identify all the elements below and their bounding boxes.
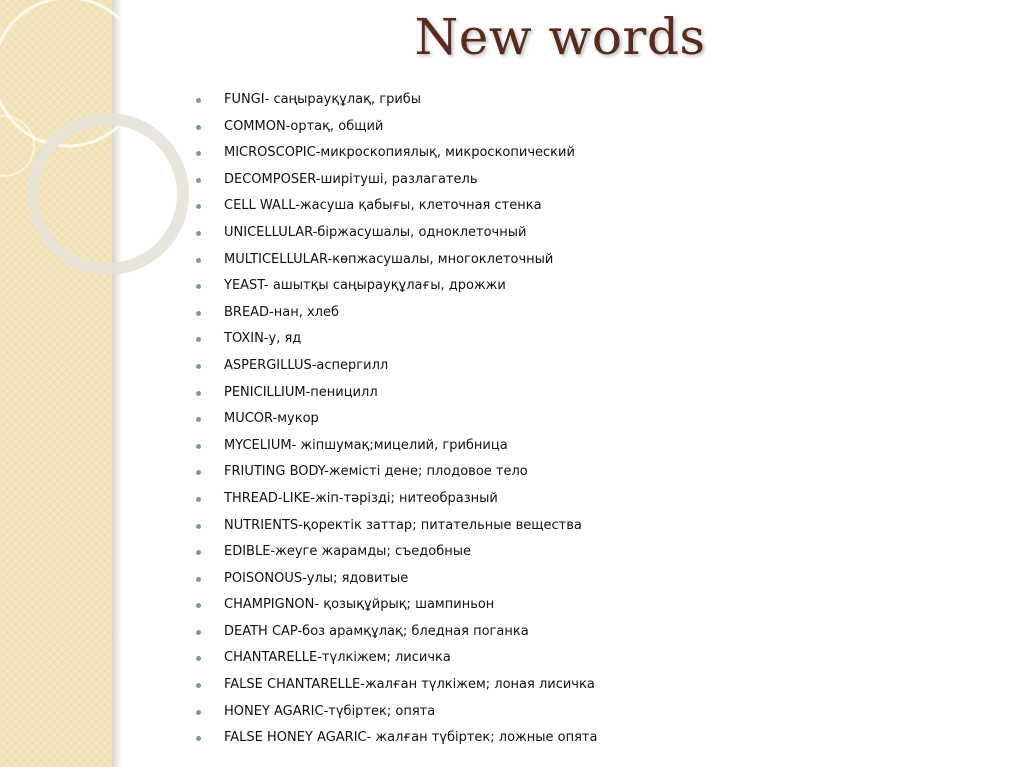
bullet-dot-icon: [196, 178, 201, 183]
word-entry: CELL WALL-жасуша қабығы, клеточная стенка: [224, 198, 542, 214]
word-entry: DEATH CAP-боз арамқұлақ; бледная поганка: [224, 623, 529, 639]
bullet-dot-icon: [196, 736, 201, 741]
word-entry: FUNGI- саңырауқұлақ, грибы: [224, 92, 422, 107]
bullet-dot-icon: [196, 683, 201, 688]
bullet-dot-icon: [196, 444, 201, 449]
word-entry: FALSE CHANTARELLE-жалған түлкіжем; лоная лисичка: [224, 677, 595, 693]
word-entry: EDIBLE-жеуге жарамды; съедобные: [224, 544, 472, 560]
bullet-dot-icon: [196, 656, 201, 661]
word-entry: FRIUTING BODY-жемісті дене; плодовое тело: [224, 464, 528, 480]
bullet-dot-icon: [196, 603, 201, 608]
list-item: [196, 459, 597, 486]
list-item: [196, 539, 597, 566]
word-entry: NUTRIENTS-қоректік заттар; питательные вещества: [224, 517, 582, 533]
list-item: [196, 140, 597, 167]
vocabulary-list: [196, 87, 597, 752]
list-item: [196, 645, 597, 672]
bullet-dot-icon: [196, 151, 201, 156]
word-entry: UNICELLULAR-біржасушалы, одноклеточный: [224, 224, 527, 240]
word-entry: HONEY AGARIC-түбіртек; опята: [224, 703, 436, 719]
bullet-dot-icon: [196, 391, 201, 396]
bullet-dot-icon: [196, 417, 201, 422]
word-entry: FALSE HONEY AGARIC- жалған түбіртек; ложные опята: [224, 730, 598, 746]
bullet-dot-icon: [196, 524, 201, 529]
bullet-dot-icon: [196, 497, 201, 502]
word-entry: TOXIN-у, яд: [224, 331, 302, 347]
word-entry: BREAD-нан, хлеб: [224, 304, 340, 320]
list-item: [196, 486, 597, 513]
word-entry: CHAMPIGNON- қозықұйрық; шампиньон: [224, 597, 495, 613]
bullet-dot-icon: [196, 364, 201, 369]
word-entry: COMMON-ортақ, общий: [224, 118, 384, 134]
word-entry: MULTICELLULAR-көпжасушалы, многоклеточный: [224, 251, 554, 267]
list-item: [196, 619, 597, 646]
bullet-dot-icon: [196, 470, 201, 475]
word-entry: MICROSCOPIC-микроскопиялық, микроскопический: [224, 145, 575, 161]
slide-title: New words: [414, 8, 706, 66]
list-item: [196, 566, 597, 593]
list-item: [196, 87, 597, 114]
word-entry: DECOMPOSER-ширітуші, разлагатель: [224, 171, 478, 187]
word-entry: CHANTARELLE-түлкіжем; лисичка: [224, 650, 451, 666]
bullet-dot-icon: [196, 258, 201, 263]
word-entry: THREAD-LIKE-жіп-тәрізді; нитеобразный: [224, 490, 498, 506]
list-item: [196, 592, 597, 619]
list-item: [196, 513, 597, 540]
word-entry: PENICILLIUM-пеницилл: [224, 384, 378, 400]
word-entry: MUCOR-мукор: [224, 411, 319, 427]
bullet-dot-icon: [196, 284, 201, 289]
word-entry: ASPERGILLUS-аспергилл: [224, 357, 389, 373]
medium-ring: [33, 119, 183, 269]
word-entry: YEAST- ашытқы саңырауқұлағы, дрожжи: [224, 278, 506, 294]
word-entry: MYCELIUM- жіпшумақ;мицелий, грибница: [224, 437, 508, 453]
bullet-dot-icon: [196, 125, 201, 130]
bullet-dot-icon: [196, 577, 201, 582]
bullet-dot-icon: [196, 231, 201, 236]
bullet-dot-icon: [196, 204, 201, 209]
bullet-dot-icon: [196, 98, 201, 103]
bullet-dot-icon: [196, 337, 201, 342]
list-item: [196, 326, 597, 353]
list-item: [196, 273, 597, 300]
word-entry: POISONOUS-улы; ядовитые: [224, 570, 409, 586]
list-item: [196, 433, 597, 460]
decorative-rings-icon: [0, 0, 200, 300]
bullet-dot-icon: [196, 550, 201, 555]
list-item: [196, 220, 597, 247]
list-item: [196, 380, 597, 407]
list-item: [196, 167, 597, 194]
list-item: [196, 725, 597, 752]
list-item: [196, 300, 597, 327]
bullet-dot-icon: [196, 630, 201, 635]
list-item: [196, 353, 597, 380]
list-item: [196, 193, 597, 220]
list-item: [196, 114, 597, 141]
list-item: [196, 672, 597, 699]
bullet-dot-icon: [196, 710, 201, 715]
list-item: [196, 406, 597, 433]
list-item: [196, 699, 597, 726]
bullet-dot-icon: [196, 311, 201, 316]
list-item: [196, 247, 597, 274]
